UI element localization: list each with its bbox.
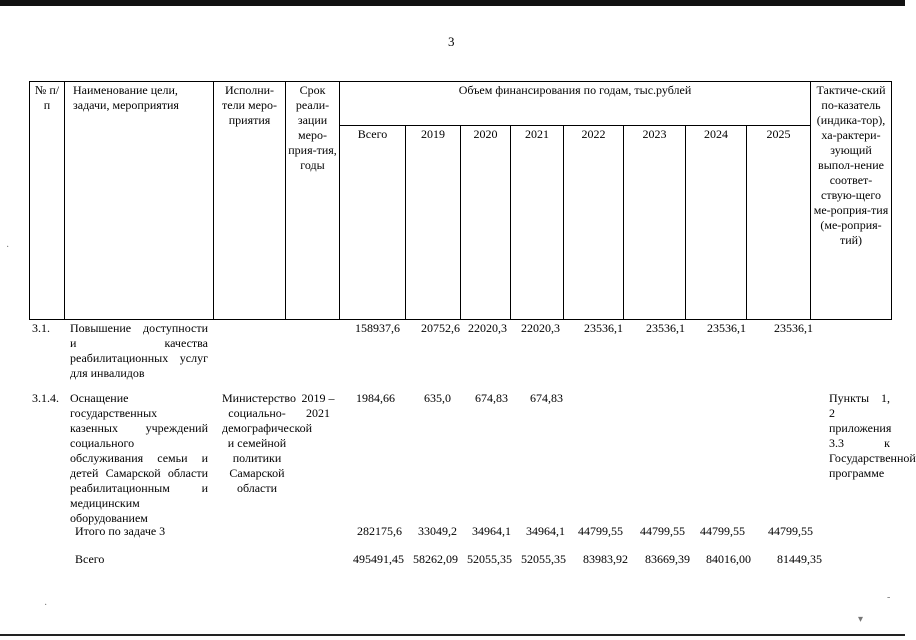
- grand-total-value-2023: 83669,39: [645, 552, 690, 566]
- grand-total-value-2024: 84016,00: [706, 552, 751, 566]
- measure-value-2020: 674,83: [475, 391, 508, 405]
- grand-total-value-2019: 58262,09: [413, 552, 458, 566]
- header-funding: Объем финансирования по годам, тыс.рублей: [340, 82, 811, 126]
- task-total-value-total: 282175,6: [357, 524, 402, 538]
- header-indicator: Тактиче-ский по-казатель (индика-тор), ха-рактери-зующий выпол-нение соответ-ствую-щего ме-роприя-тия (ме-роприя-тий): [811, 82, 892, 320]
- task-row: [0, 321, 905, 381]
- task-value-2020: 22020,3: [468, 321, 507, 335]
- task-total-value-2021: 34964,1: [526, 524, 565, 538]
- task-value-2025: 23536,1: [774, 321, 813, 335]
- measure-executor: Министерство социально-демографической и семейной политики Самарской области: [222, 391, 313, 495]
- task-value-2022: 23536,1: [584, 321, 623, 335]
- scan-speck: ·: [6, 242, 10, 253]
- header-year-2024: 2024: [686, 126, 747, 320]
- grand-total-value-2020: 52055,35: [467, 552, 512, 566]
- header-year-total: Всего: [340, 126, 406, 320]
- header-year-2023: 2023: [624, 126, 686, 320]
- task-value-2024: 23536,1: [707, 321, 746, 335]
- measure-value-2021: 674,83: [530, 391, 563, 405]
- grand-total-label: Всего: [75, 552, 105, 566]
- measure-name: Оснащение государственных казенных учреждений социального обслуживания семьи и детей Самарской области реабилитационным и медицинским оборудованием: [70, 391, 208, 525]
- task-name: Повышение доступности и качества реабилитационных услуг для инвалидов: [70, 321, 208, 380]
- task-total-value-2020: 34964,1: [472, 524, 511, 538]
- header-executors: Исполни-тели меро-приятия: [214, 82, 286, 320]
- scan-speck: ▾: [858, 614, 864, 625]
- header-table: [29, 81, 892, 320]
- measure-indicator: Пункты 1, 2 приложения 3.3 к Государственной программе: [829, 391, 916, 480]
- header-num: № п/п: [30, 82, 65, 320]
- task-total-value-2023: 44799,55: [640, 524, 685, 538]
- measure-value-total: 1984,66: [356, 391, 395, 405]
- task-value-2019: 20752,6: [421, 321, 460, 335]
- measure-row: [0, 391, 916, 527]
- top-rule: [0, 0, 905, 6]
- bottom-rule: [0, 634, 905, 636]
- task-total-value-2022: 44799,55: [578, 524, 623, 538]
- task-total-row: [0, 524, 905, 540]
- task-total-value-2024: 44799,55: [700, 524, 745, 538]
- measure-num: 3.1.4.: [32, 391, 59, 405]
- page-number: 3: [448, 34, 455, 49]
- grand-total-value-2025: 81449,35: [777, 552, 822, 566]
- header-year-2019: 2019: [406, 126, 461, 320]
- grand-total-value-total: 495491,45: [353, 552, 404, 566]
- header-term: Срок реали-зации меро-прия-тия, годы: [286, 82, 340, 320]
- grand-total-row: [0, 552, 905, 568]
- header-name: Наименование цели, задачи, мероприятия: [65, 82, 214, 320]
- measure-value-2019: 635,0: [424, 391, 451, 405]
- task-value-2023: 23536,1: [646, 321, 685, 335]
- task-total-label: Итого по задаче 3: [75, 524, 166, 538]
- task-value-2021: 22020,3: [521, 321, 560, 335]
- scan-speck: -: [887, 592, 891, 603]
- scan-speck: ·: [44, 600, 48, 611]
- measure-term: 2019 – 2021: [301, 391, 335, 420]
- header-year-2022: 2022: [564, 126, 624, 320]
- task-total-value-2025: 44799,55: [768, 524, 813, 538]
- header-year-2020: 2020: [461, 126, 511, 320]
- header-year-2025: 2025: [747, 126, 811, 320]
- header-year-2021: 2021: [511, 126, 564, 320]
- grand-total-value-2021: 52055,35: [521, 552, 566, 566]
- grand-total-value-2022: 83983,92: [583, 552, 628, 566]
- task-value-total: 158937,6: [355, 321, 400, 335]
- task-num: 3.1.: [32, 321, 50, 335]
- task-total-value-2019: 33049,2: [418, 524, 457, 538]
